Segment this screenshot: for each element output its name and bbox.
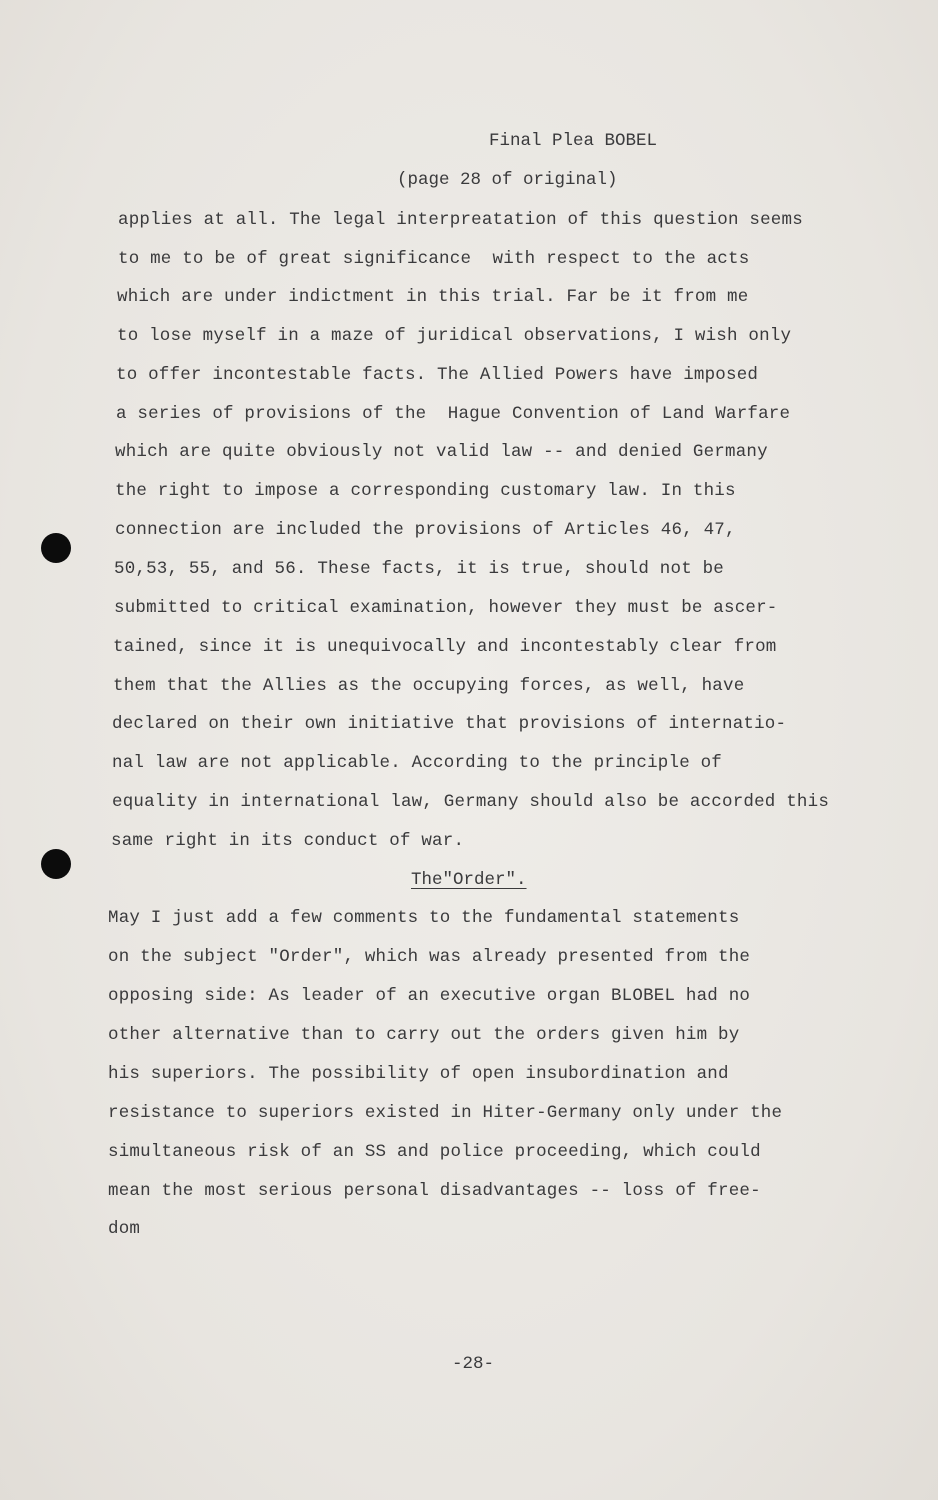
text-line: them that the Allies as the occupying forces, as well, have [113, 676, 745, 696]
text-line: connection are included the provisions of Articles 46, 47, [115, 520, 736, 540]
text-line: resistance to superiors existed in Hiter-Germany only under the [108, 1103, 783, 1123]
text-line: the right to impose a corresponding customary law. In this [115, 481, 736, 501]
text-line: which are under indictment in this trial. Far be it from me [117, 287, 749, 307]
text-line: his superiors. The possibility of open insubordination and [108, 1064, 729, 1084]
text-line: declared on their own initiative that provisions of internatio- [112, 714, 787, 734]
page-number: -28- [452, 1354, 495, 1374]
section-heading: The"Order". [411, 870, 527, 890]
text-line: same right in its conduct of war. [111, 831, 465, 851]
text-line: May I just add a few comments to the fundamental statements [108, 908, 740, 928]
text-line: mean the most serious personal disadvantages -- loss of free- [108, 1181, 761, 1201]
text-line: simultaneous risk of an SS and police proceeding, which could [108, 1142, 761, 1162]
text-line: to me to be of great significance with respect to the acts [118, 249, 750, 269]
text-line: applies at all. The legal interpreatation of this question seems [118, 210, 803, 230]
text-line: 50,53, 55, and 56. These facts, it is true, should not be [114, 559, 724, 579]
document-subtitle: (page 28 of original) [397, 170, 618, 190]
text-line: to offer incontestable facts. The Allied Powers have imposed [116, 365, 759, 385]
text-line: to lose myself in a maze of juridical observations, I wish only [117, 326, 792, 346]
punch-hole [41, 849, 71, 879]
text-line: on the subject "Order", which was already presented from the [108, 947, 751, 967]
punch-hole [41, 533, 71, 563]
text-line: nal law are not applicable. According to the principle of [112, 753, 722, 773]
text-line: a series of provisions of the Hague Convention of Land Warfare [116, 404, 791, 424]
text-line: tained, since it is unequivocally and incontestably clear from [113, 637, 777, 657]
text-line: other alternative than to carry out the orders given him by [108, 1025, 740, 1045]
text-line: dom [108, 1219, 141, 1239]
document-title: Final Plea BOBEL [489, 131, 658, 151]
text-line: submitted to critical examination, however they must be ascer- [114, 598, 778, 618]
text-line: which are quite obviously not valid law -- and denied Germany [115, 442, 768, 462]
text-line: opposing side: As leader of an executive organ BLOBEL had no [108, 986, 751, 1006]
text-line: equality in international law, Germany should also be accorded this [112, 792, 830, 812]
